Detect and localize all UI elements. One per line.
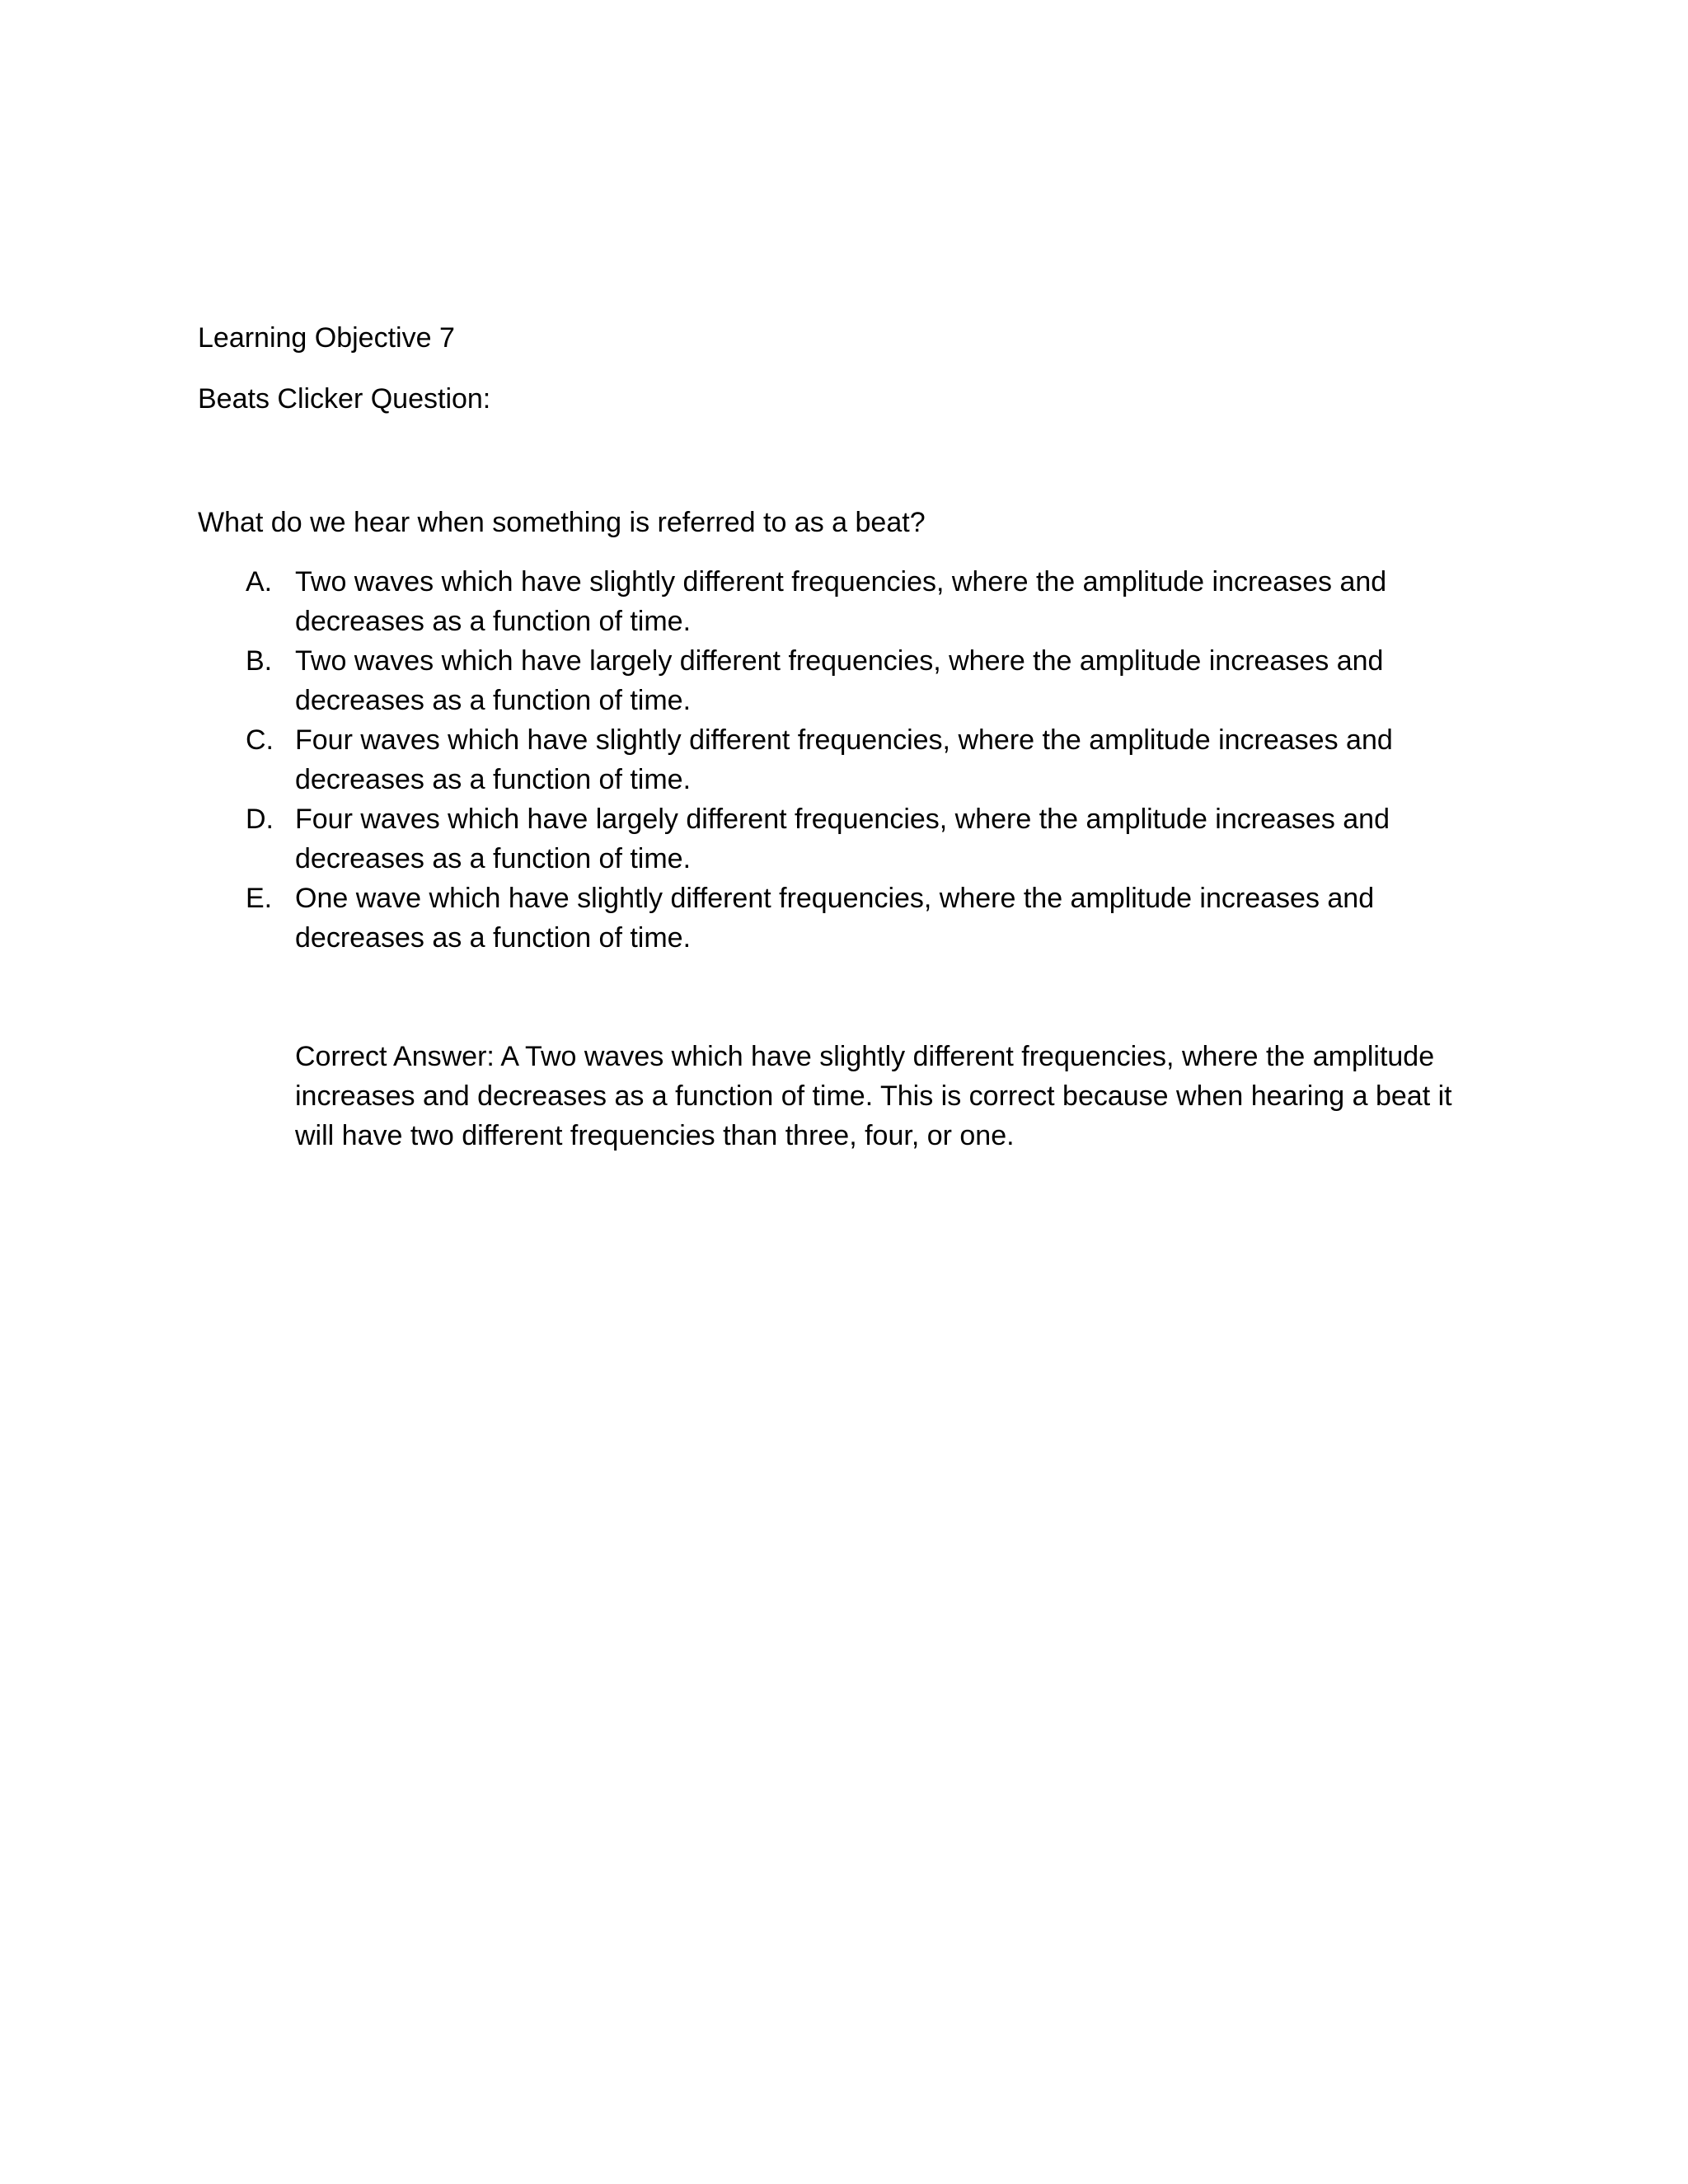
option-letter: D.	[246, 804, 274, 835]
option-letter: E.	[246, 883, 273, 914]
clicker-question-title: Beats Clicker Question:	[198, 383, 491, 415]
option-text: Two waves which have slightly different frequencies, where the amplitude increases and decreases as a function of time.	[295, 566, 1387, 637]
correct-answer-explanation: Correct Answer: A Two waves which have slightly different frequencies, where the amplitude increases and decreases as a function of time. This is correct because when hearing a beat it will have two different frequencies than three, four, or one.	[295, 1041, 1452, 1151]
option-letter: B.	[246, 645, 273, 677]
option-d	[198, 799, 1484, 879]
option-c	[198, 720, 1484, 799]
option-text: Four waves which have slightly different frequencies, where the amplitude increases and decreases as a function of time.	[295, 724, 1393, 795]
learning-objective: Learning Objective 7	[198, 322, 455, 354]
answer-options-list	[198, 562, 1484, 958]
option-e	[198, 879, 1484, 958]
option-text: Two waves which have largely different frequencies, where the amplitude increases and decreases as a function of time.	[295, 645, 1384, 716]
question-text: What do we hear when something is referred to as a beat?	[198, 507, 926, 538]
option-text: Four waves which have largely different frequencies, where the amplitude increases and decreases as a function of time.	[295, 804, 1390, 874]
option-b	[198, 641, 1484, 720]
option-letter: A.	[246, 566, 273, 598]
option-a	[198, 562, 1484, 641]
option-text: One wave which have slightly different frequencies, where the amplitude increases and decreases as a function of time.	[295, 883, 1375, 954]
option-letter: C.	[246, 724, 274, 756]
